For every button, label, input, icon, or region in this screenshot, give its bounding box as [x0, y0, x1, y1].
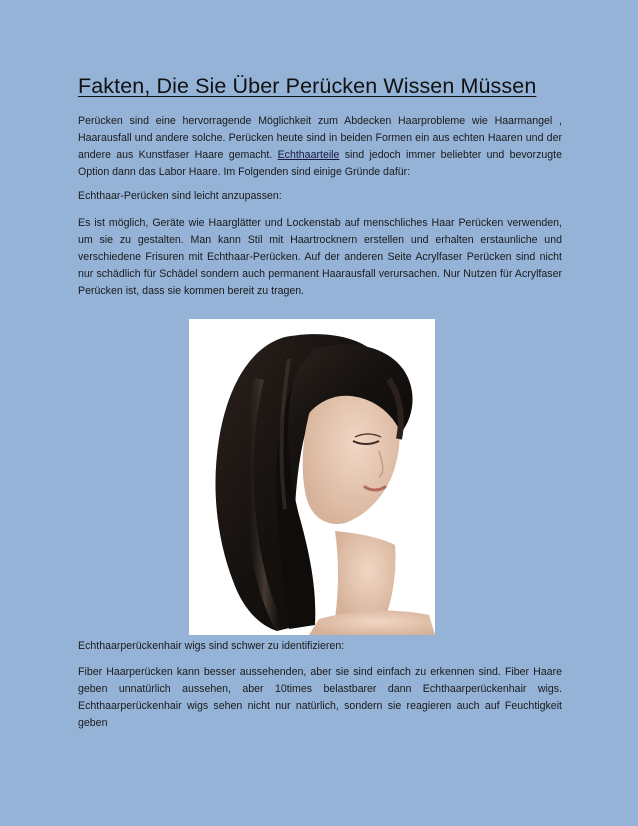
document-title: Fakten, Die Sie Über Perücken Wissen Müssen [78, 74, 537, 98]
paragraph-styling: Es ist möglich, Geräte wie Haarglätter und Lockenstab auf menschliches Haar Perücken verwenden, um sie zu gestalten. Man kann Stil mit Haartrocknern erstellen und erhalten erstaunliche und verschiedene Frisuren mit Echthaar-Perücken. Auf der anderen Seite Acrylfaser Perücken sind nicht nur schädlich für Schädel sondern auch permanent Haarausfall verursachen. Nur Nutzen für Acrylfaser Perücken ist, dass sie kommen bereit zu tragen. [78, 217, 562, 297]
paragraph-heading-identify: Echthaarperückenhair wigs sind schwer zu identifizieren: [78, 640, 345, 652]
paragraph-fiber: Fiber Haarperücken kann besser aussehenden, aber sie sind einfach zu erkennen sind. Fiber Haare geben unnatürlich aussehen, aber 10times belastbarer dann Echthaarperückenhair wigs. Echthaarperückenhair wigs sehen nicht nur natürlich, sondern sie reagieren auch auf Feuchtigkeit geben [78, 666, 562, 729]
link-echthaarteile[interactable]: Echthaarteile [277, 149, 340, 161]
paragraph-heading-adjust: Echthaar-Perücken sind leicht anzupassen: [78, 190, 282, 202]
paragraph-intro [78, 113, 562, 181]
paragraph-intro-text-2: sind jedoch immer beliebter und bevorzugte Option dann das Labor Haare. Im Folgenden sind einige Gründe dafür: [78, 149, 562, 178]
paragraph-intro-text-1: Perücken sind eine hervorragende Möglichkeit zum Abdecken Haarprobleme wie Haarmangel , Haarausfall und andere solche. Perücken heute sind in beiden Formen ein aus echten Haaren und der andere aus Kunstfaser Haare gemacht. [78, 115, 562, 161]
woman-with-long-dark-hair-photo [189, 319, 435, 635]
